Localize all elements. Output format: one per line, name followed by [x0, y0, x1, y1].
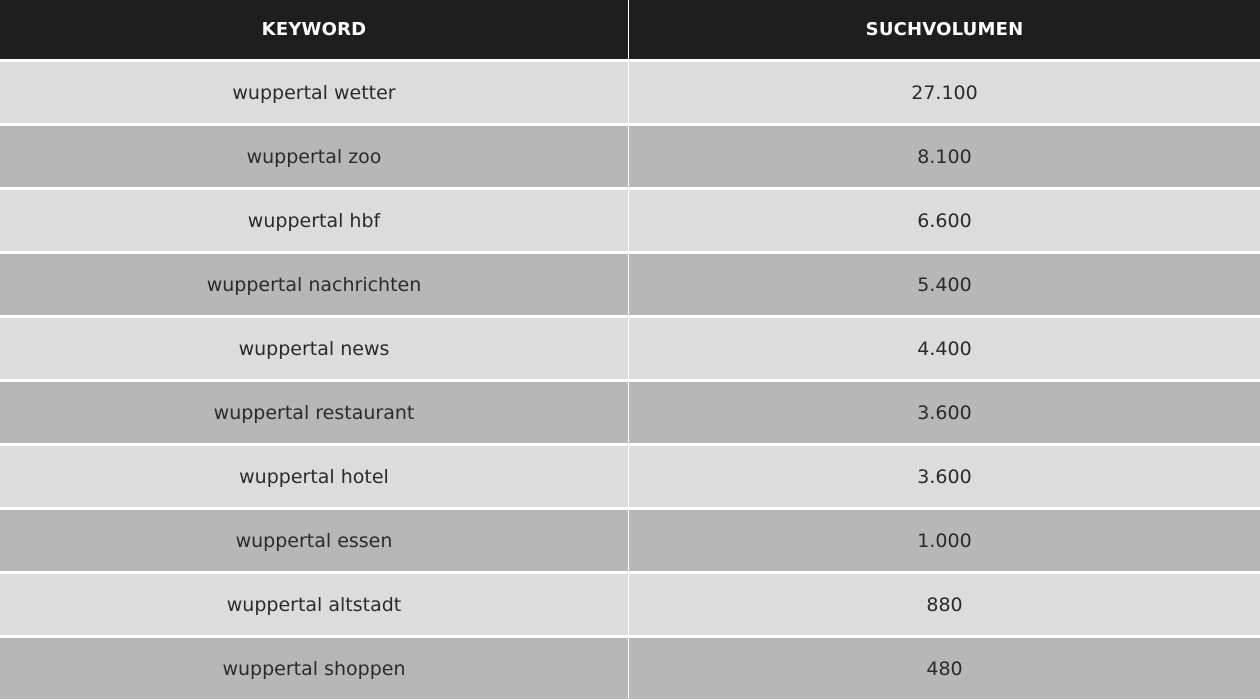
- keyword-cell: wuppertal wetter: [0, 62, 629, 123]
- keyword-cell: wuppertal essen: [0, 510, 629, 571]
- table-row: [0, 190, 1260, 254]
- volume-cell: 8.100: [917, 145, 972, 168]
- keyword-cell: wuppertal zoo: [0, 126, 629, 187]
- table-row: [0, 638, 1260, 699]
- volume-cell: 3.600: [917, 465, 972, 488]
- keyword-cell: wuppertal altstadt: [0, 574, 629, 635]
- table-row: [0, 62, 1260, 126]
- table-row: [0, 382, 1260, 446]
- keyword-cell: wuppertal nachrichten: [0, 254, 629, 315]
- volume-cell: 6.600: [917, 209, 972, 232]
- table-header-row: [0, 0, 1260, 62]
- volume-cell: 27.100: [911, 81, 978, 104]
- table-row: [0, 318, 1260, 382]
- header-search-volume: SUCHVOLUMEN: [865, 19, 1024, 40]
- keyword-cell: wuppertal restaurant: [0, 382, 629, 443]
- keyword-cell: wuppertal shoppen: [0, 638, 629, 699]
- keyword-cell: wuppertal news: [0, 318, 629, 379]
- table-row: [0, 254, 1260, 318]
- volume-cell: 880: [926, 593, 963, 616]
- table-row: [0, 574, 1260, 638]
- keyword-cell: wuppertal hbf: [0, 190, 629, 251]
- table-row: [0, 126, 1260, 190]
- volume-cell: 1.000: [917, 529, 972, 552]
- table-row: [0, 446, 1260, 510]
- volume-cell: 3.600: [917, 401, 972, 424]
- volume-cell: 5.400: [917, 273, 972, 296]
- table-row: [0, 510, 1260, 574]
- keyword-cell: wuppertal hotel: [0, 446, 629, 507]
- header-keyword: KEYWORD: [0, 0, 629, 59]
- volume-cell: 480: [926, 657, 963, 680]
- volume-cell: 4.400: [917, 337, 972, 360]
